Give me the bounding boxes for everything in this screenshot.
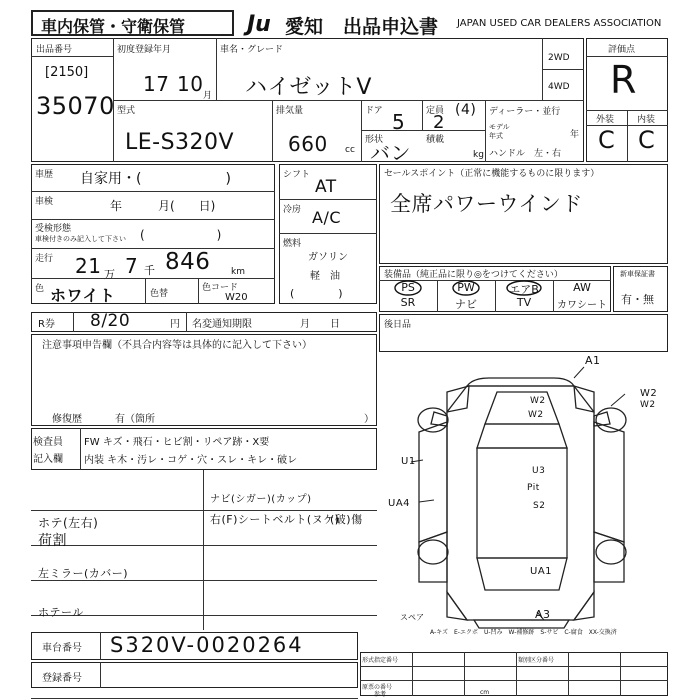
capacity-extra: (4)	[455, 102, 477, 118]
history-label: 車歴	[35, 170, 54, 180]
mark-pit: Pit	[527, 483, 540, 493]
chassis-number: S320V-0020264	[110, 633, 304, 657]
shift-label: シフト	[283, 170, 311, 180]
mileage-sen: 7	[125, 254, 139, 278]
exterior-grade: C	[598, 126, 616, 154]
name-change-label: 名変通知期限	[192, 319, 252, 330]
shape-value: バン	[370, 141, 411, 165]
grade-label: 評価点	[608, 45, 636, 55]
interior-label: 内装	[637, 115, 656, 125]
dealer-label: ディーラー・並行	[489, 107, 561, 117]
name-change-value: 月 日	[300, 319, 340, 330]
color-value: ホワイト	[50, 286, 116, 305]
mark-u3: U3	[532, 466, 546, 476]
drive-4wd: 4WD	[548, 82, 570, 92]
option-pw: PW	[457, 281, 475, 294]
capacity-label: 定員	[426, 106, 445, 116]
ac-value: A/C	[312, 208, 342, 227]
design-label: 形式指定番号	[362, 657, 399, 664]
ju-logo: Ju	[247, 12, 271, 37]
doors-label: ドア	[365, 106, 383, 116]
remark-5: ナビ(シガー)(カップ)	[210, 494, 312, 505]
inspector-label-1: 検査員	[33, 437, 63, 448]
mark-w2-right: W2	[640, 388, 658, 399]
registration-month: 10	[177, 72, 204, 96]
shape-label: 形状	[365, 135, 384, 145]
mileage-sen-unit: 千	[144, 264, 155, 277]
mark-ua4: UA4	[388, 498, 411, 509]
form-title: 出品申込書	[343, 16, 439, 38]
sales-point-text: 全席パワーウインド	[390, 192, 583, 216]
lot-label: 出品番号	[36, 45, 73, 55]
option-navi: ナビ	[455, 298, 477, 311]
grade-value: R	[610, 58, 637, 102]
color-code-label: 色コード	[202, 283, 239, 293]
fuel-diesel: 軽 油	[310, 271, 340, 282]
option-sr: SR	[400, 296, 416, 309]
sales-point-label: セールスポイント（正常に機能するものに限ります）	[384, 169, 600, 179]
handle-label: ハンドル 左・右	[489, 149, 562, 159]
repair-close: ）	[364, 414, 374, 425]
option-aw: AW	[573, 281, 591, 294]
model-year-line2: 年式	[489, 132, 503, 140]
storage-text: 車内保管・守衛保管	[41, 17, 186, 36]
options-label: 装備品（純正品に限り◎をつけてください）	[384, 270, 563, 280]
fw-check-line: FW キズ・飛石・ヒビ割・リペア跡・X要	[84, 437, 270, 448]
interior-grade: C	[638, 126, 656, 154]
model-year-line1: モデル	[489, 123, 510, 131]
fuel-gasoline: ガソリン	[308, 252, 348, 263]
color-label: 色	[35, 284, 45, 294]
load-kg: kg	[473, 150, 484, 160]
remark-2: 左ミラー(カバー)	[38, 567, 129, 580]
association-name: JAPAN USED CAR DEALERS ASSOCIATION	[457, 18, 662, 29]
warranty-value: 有・無	[621, 293, 654, 306]
mark-w2-top: W2	[528, 410, 544, 420]
mark-ua1: UA1	[530, 566, 553, 577]
inspection-paren: ( )	[140, 228, 222, 242]
fuel-paren: ( )	[290, 287, 343, 300]
inspection-label: 受検形態	[35, 224, 72, 234]
spare-label: スペア	[400, 613, 424, 622]
interior-check-line: 内装 キ木・汚レ・コゲ・穴・スレ・キレ・破レ	[84, 455, 298, 466]
later-docs-label: 後日品	[384, 320, 412, 330]
fuel-label: 燃料	[283, 239, 302, 249]
cm-unit: cm	[480, 689, 490, 696]
option-airbag: エアB	[509, 283, 539, 296]
category-label: 類別区分番号	[518, 657, 555, 664]
recycle-unit: 円	[170, 319, 180, 330]
car-diagram	[379, 352, 668, 652]
designation-table	[360, 652, 668, 696]
model-label: 型式	[117, 106, 136, 116]
mark-a3: A3	[535, 608, 551, 621]
mark-w2-front: W2	[530, 396, 546, 406]
notes-label: 注意事項申告欄（不具合内容等は具体的に記入して下さい）	[42, 340, 312, 351]
mark-a1: A1	[585, 354, 601, 367]
lot-bracket: [2150]	[45, 65, 89, 80]
damage-legend: A-キズ E-エクボ U-凹み W-補修跡 S-サビ C-腐食 XX-交換済	[430, 629, 617, 636]
mark-s2: S2	[533, 501, 546, 511]
car-name-label: 車名・グレード	[220, 45, 284, 55]
remark-1: 荷割	[38, 533, 67, 549]
registration-label: 初度登録年月	[117, 45, 172, 55]
registration-month-unit: 月	[203, 91, 213, 101]
remark-4: (破)傷	[330, 513, 363, 526]
lot-number: 35070	[36, 92, 115, 120]
color-change-label: 色替	[150, 289, 169, 299]
repair-value: 有（箇所	[115, 414, 155, 425]
car-name: ハイゼットV	[245, 75, 372, 100]
recycle-value: 8/20	[90, 311, 131, 331]
reference-label: 参考	[374, 691, 387, 698]
remark-3: 右(F)シートベルト(ヌケ)	[210, 513, 340, 526]
color-code-value: W20	[225, 292, 248, 303]
mark-u1: U1	[401, 456, 416, 467]
cc-unit: cc	[345, 145, 355, 155]
remark-0: ホテ(左右)	[38, 516, 99, 530]
drive-2wd: 2WD	[548, 53, 570, 63]
exterior-label: 外装	[596, 115, 615, 125]
recycle-label: R券	[38, 319, 55, 330]
warranty-label: 新車保証書	[620, 270, 655, 278]
chassis-label: 車台番号	[42, 643, 82, 654]
repair-label: 修復歴	[52, 414, 82, 425]
primary-label: 原票の番号	[362, 684, 393, 691]
ac-label: 冷房	[283, 205, 302, 215]
registration-number-label: 登録番号	[42, 673, 82, 684]
mark-w2-side: W2	[640, 400, 656, 410]
shift-value: AT	[315, 177, 337, 197]
load-label: 積載	[426, 135, 445, 145]
mileage-km: km	[231, 267, 245, 277]
mileage-man: 21	[75, 254, 102, 278]
option-circles	[379, 279, 611, 299]
mileage-label: 走行	[35, 254, 54, 264]
shaken-label: 車検	[35, 197, 54, 207]
mileage-man-unit: 万	[104, 268, 115, 281]
later-docs-box	[379, 314, 668, 352]
displacement-label: 排気量	[276, 106, 304, 116]
capacity-value: 2	[433, 112, 445, 133]
displacement-value: 660	[288, 132, 328, 156]
mileage-rest: 846	[165, 249, 211, 275]
history-value: 自家用・( )	[80, 171, 231, 187]
option-tv: TV	[516, 296, 532, 309]
remark-6: ホテール	[38, 606, 84, 619]
model-year-unit: 年	[570, 130, 580, 140]
doors-value: 5	[392, 110, 406, 134]
option-ps: PS	[401, 281, 415, 294]
model-value: LE-S320V	[125, 130, 235, 155]
inspection-note: 車検付きのみ記入して下さい	[35, 235, 126, 243]
shaken-value: 年 月( 日)	[110, 199, 216, 213]
brand-name: 愛知	[285, 16, 324, 38]
inspector-label-2: 記入欄	[33, 454, 63, 465]
registration-year: 17	[143, 72, 170, 96]
option-leather: カワシート	[557, 300, 607, 311]
storage-box	[31, 10, 234, 36]
